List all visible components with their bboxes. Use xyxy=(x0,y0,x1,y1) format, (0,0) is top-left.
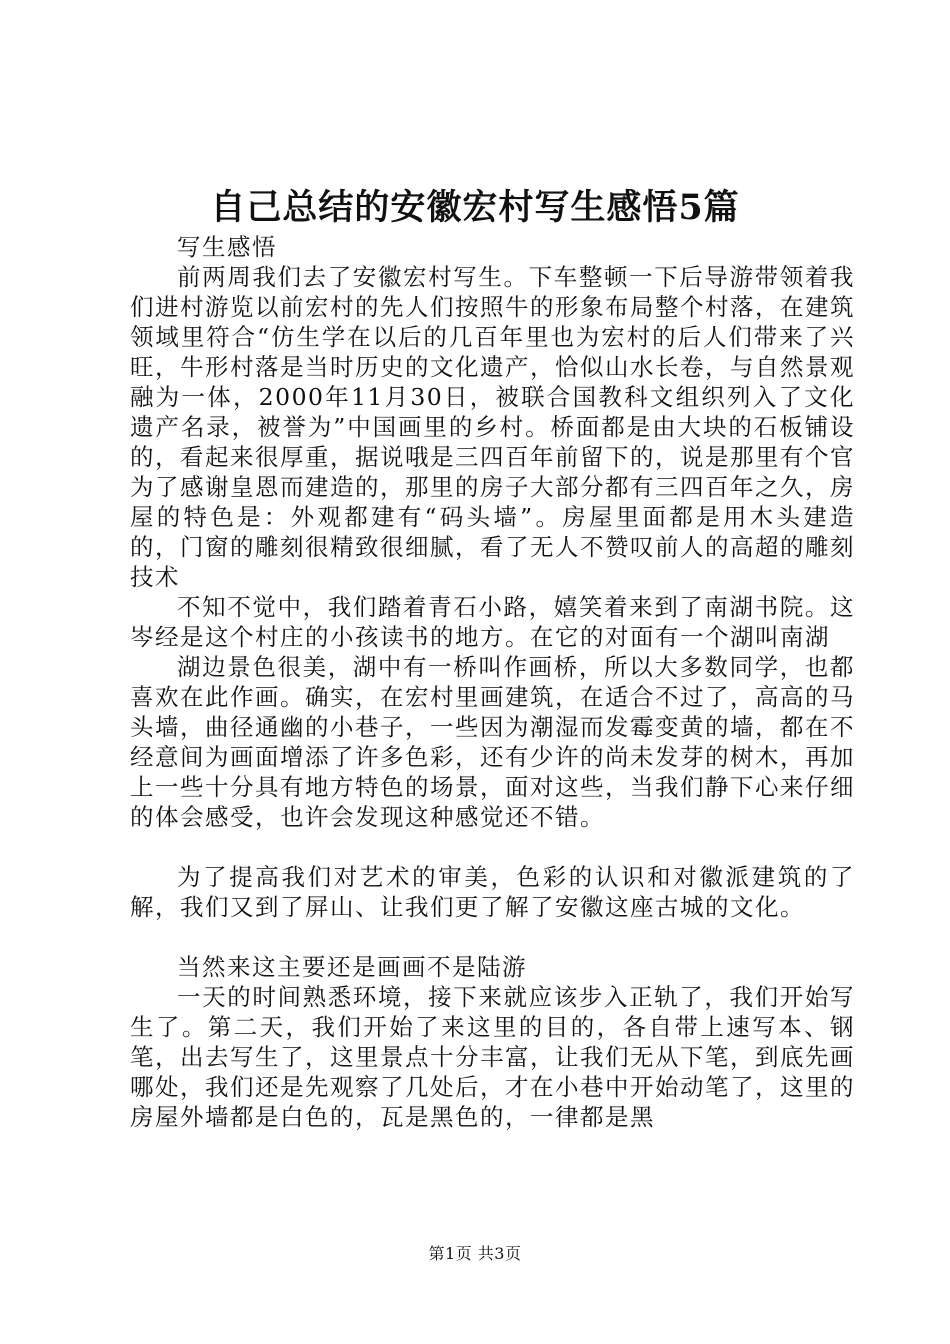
paragraph: 为了提高我们对艺术的审美，色彩的认识和对徽派建筑的了解，我们又到了屏山、让我们更了解了安徽这座古城的文化。 xyxy=(130,863,855,921)
document-body xyxy=(130,232,855,1132)
paragraph: 不知不觉中，我们踏着青石小路，嬉笑着来到了南湖书院。这岑经是这个村庄的小孩读书的地方。在它的对面有一个湖叫南湖 xyxy=(130,593,855,651)
document-title: 自己总结的安徽宏村写生感悟5篇 xyxy=(210,187,740,228)
paragraph: 前两周我们去了安徽宏村写生。下车整顿一下后导游带领着我们进村游览以前宏村的先人们按照牛的形象布局整个村落，在建筑领域里符合“仿生学在以后的几百年里也为宏村的后人们带来了兴旺，牛形村落是当时历史的文化遗产，恰似山水长卷，与自然景观融为一体，2000年11月30日，被联合国教科文组织列入了文化遗产名录，被誉为”中国画里的乡村。桥面都是由大块的石板铺设的，看起来很厚重，据说哦是三四百年前留下的，说是那里有个官为了感谢皇恩而建造的，那里的房子大部分都有三四百年之久，房屋的特色是：外观都建有“码头墙”。房屋里面都是用木头建造的，门窗的雕刻很精致很细腻，看了无人不赞叹前人的高超的雕刻技术 xyxy=(130,263,855,591)
paragraph: 一天的时间熟悉环境，接下来就应该步入正轨了，我们开始写生了。第二天，我们开始了来这里的目的，各自带上速写本、钢笔，出去写生了，这里景点十分丰富，让我们无从下笔，到底先画哪处，我们还是先观察了几处后，才在小巷中开始动笔了，这里的房屋外墙都是白色的，瓦是黑色的，一律都是黑 xyxy=(130,983,855,1131)
paragraph: 湖边景色很美，湖中有一桥叫作画桥，所以大多数同学，也都喜欢在此作画。确实，在宏村里画建筑，在适合不过了，高高的马头墙，曲径通幽的小巷子，一些因为潮湿而发霉变黄的墙，都在不经意间为画面增添了许多色彩，还有少许的尚未发芽的树木，再加上一些十分具有地方特色的场景，面对这些，当我们静下心来仔细的体会感受，也许会发现这种感觉还不错。 xyxy=(130,653,855,831)
paragraph: 当然来这主要还是画画不是陆游 xyxy=(177,953,527,981)
page-number-footer: 第1页 共3页 xyxy=(428,1244,522,1263)
paragraph-heading: 写生感悟 xyxy=(177,233,277,261)
